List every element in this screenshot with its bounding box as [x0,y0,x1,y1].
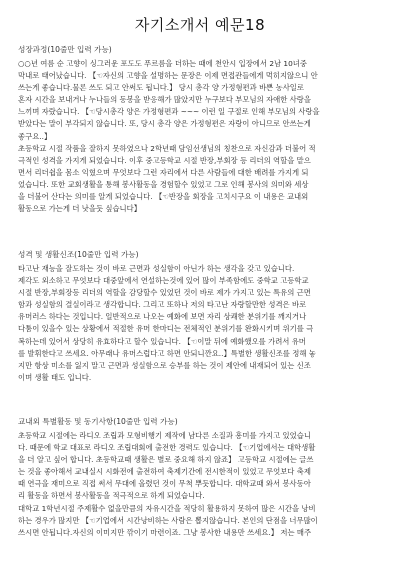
body-line: 때 연극을 재미으로 직접 써서 무대에 올렸던 것이 무척 뿌듯합니다. 대학교때 와서 봉사동아 [18,479,311,489]
section-body-activities [18,430,382,539]
body-line: ○○년 여름 순 고향이 싱그러운 포도도 푸르름을 더하는 때에 천안시 입장에서 2남 10녀중 [18,59,307,68]
body-line: 하는 경우가 많지만 【☜기업에서 시간낭비하는 사람은 뽑지않습니다. 본인의 단점을 너무많이 [18,515,318,525]
body-line: 지만 항상 미소를 잃지 말고 근면과 성실함으로 승부를 하는 것이 제안에 내재되어 있는 신조 [18,360,311,370]
body-line: 리 활동을 하면서 봉사활동을 적극적으로 하게 되었습니다. [18,491,205,501]
body-line: 제각도 외소하고 무엇보다 대중앞에서 연설하는것에 있어 많이 부족함에도 중학교 고등학교 [18,276,309,286]
body-line: 유머러스 하다는 것입니다. 일반적으로 나오는 예화에 보면 자리 상쾌한 분위기를 깨지거나 [18,312,307,322]
body-line: 대학교 1학년시절 주제활수 없을만큼의 자유시간을 적당히 활용하지 못하여 많은 시간을 낭비 [18,503,316,513]
section-heading-personality: 성격 및 생활신조(10줄만 입력 가능) [18,250,139,259]
body-line: 을 더 알고 싶어 합니다. 초등학교때 생활은 별로 중요해 하지 않죠】 고등학교 시절에는 글쓰 [18,455,314,465]
body-line: 다. 때문에 학교 대표로 라디오 조립대회에 출전한 경력도 있습니다. 【☜기업에서는 대학생활 [18,443,316,453]
body-line: 초등학교 시절 작품을 잘하지 못하였으나 2학년때 담임선생님의 칭찬으로 자신감과 더불어 적 [18,143,316,153]
body-line: 시절 반장,부회장등 리더의 역할을 감당할수 있었던 것이 바로 제가 가지고 있는 특유의 근면 [18,288,311,298]
body-line: 느끼며 자랐습니다. 【☜당시총각 양은 가정형편과 ~~~ 이런 일 구절로 인해 부모님의 사랑을 [18,107,320,117]
body-line: 을 더불어 산다는 의미를 알게 되었습니다. 【☜반장을 회장을 고치시구요 이 내용은 교내외 [18,192,309,202]
section-body-personality [18,263,382,384]
body-line: 좋구요..】 [18,131,52,141]
body-line: 초등학교 시절에는 라디오 조립과 모형비행기 제작에 남다른 소질과 흥미를 가지고 있었습니 [18,431,311,440]
body-line: 활동으로 가는게 더 낫을듯 싶습니다】 [18,204,142,214]
body-line: 타고난 재능을 잘도하는 것이 바로 근면과 성실함이 아닌가 하는 생각을 갖고 있습니다. [18,264,295,273]
body-line: 막내로 태어났습니다. 【☜자신의 고향을 설명하는 문장은 이제 면접관들에게 먹히지않으니 안 [18,71,318,81]
section-heading-growth: 성장과정(10줄만 입력 가능) [18,45,112,54]
body-line: 다툼이 있을수 있는 상황에서 적절한 유머 한마디는 전체적인 분위기를 완화시키며 위기를 극 [18,324,314,334]
body-line: 함과 성실함의 결실이라고 생각합니다. 그리고 또하나 저의 타고난 자랑할만한 성격은 바로 [18,300,307,310]
body-line: 혼자 시간을 보내거나 누나들의 동봉을 받응해가 많았지만 누구보다 부모님의 자애한 사랑을 [18,95,311,105]
body-line: 극적인 성격을 가지게 되었습니다. 이후 중고등학교 시절 반장,부회장 등 리더의 역할을 맡으 [18,155,311,165]
body-line: 면서 리더쉽을 몸소 익혔으며 무엇보다 그런 자리에서 다른 사람들에 대한 배려를 가지게 되 [18,167,309,177]
body-line: 이며 생활 태도 입니다. [18,372,92,382]
document-title: 자기소개서 예문18 [134,16,266,34]
body-line: 쓰는게 좋습니다.물론 쓰도 되고 안써도 됩니다.】 당시 총각 양 가정형편과 바쁜 농사일로 [18,83,304,93]
body-line: 복하는데 있어서 상당히 유효하다고 할수 있습니다. 【☜이말 뒤에 예화했오를 가려서 유머 [18,336,306,346]
section-body-growth [18,58,382,215]
body-line: 쓰시면 안됩니다.자신의 이미지만 깎이기 마련이죠. 그냥 봉사한 내용만 쓰세요.】 저는 매주 [18,527,312,537]
body-line: 를 발휘한다고 쓰세요. 아무래나 유머스럽다고 하면 안되니깐요..】특별한 생활신조를 정해 놓 [18,348,316,358]
body-line: 었습니다. 또한 교회생활을 통해 봉사활동을 경험할수 있었고 그로 인해 봉사의 의미와 세상 [18,179,309,189]
section-heading-activities: 교내외 특별활동 및 동기사항(10줄만 입력 가능) [18,417,178,426]
body-line: 는 것을 좋아해서 교내실시 시화전에 출전하여 축제기간에 전시한적이 있었고 무엇보다 축제 [18,467,311,477]
body-line: 받았다는 말이 부각되지 않습니다. 또, 당시 총각 양은 가정형편은 자랑이 아니므로 안쓰는게 [18,119,311,129]
